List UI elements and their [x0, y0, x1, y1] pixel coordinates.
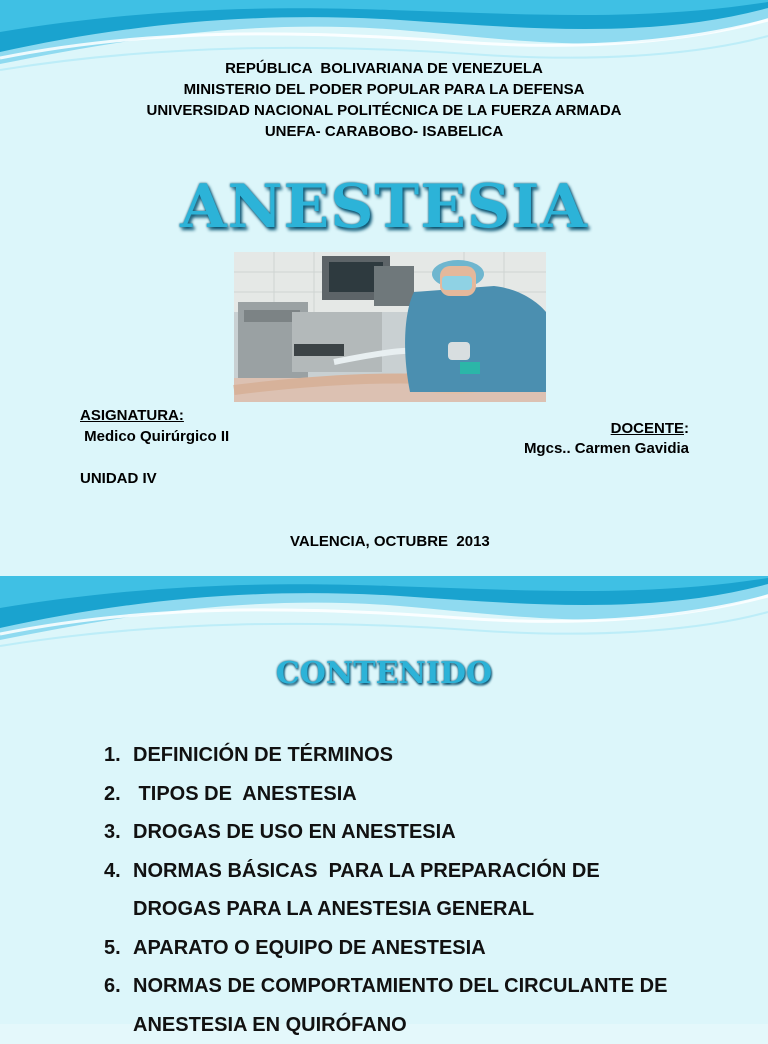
list-item [104, 813, 744, 852]
item-text: DEFINICIÓN DE TÉRMINOS [133, 744, 393, 766]
header-line: MINISTERIO DEL PODER POPULAR PARA LA DEFENSA [0, 79, 768, 100]
item-number: 4. [104, 852, 121, 891]
place-date: VALENCIA, OCTUBRE 2013 [290, 533, 490, 550]
list-item [104, 736, 744, 775]
item-text: APARATO O EQUIPO DE ANESTESIA [133, 937, 486, 959]
list-item [104, 929, 744, 968]
item-number: 3. [104, 813, 121, 852]
list-item [104, 890, 744, 929]
docente-label [611, 420, 689, 437]
list-item [104, 775, 744, 814]
anesthesia-photo [234, 252, 546, 402]
institution-header [0, 58, 768, 142]
main-title: ANESTESIA [0, 172, 768, 242]
item-text: DROGAS DE USO EN ANESTESIA [133, 821, 456, 843]
item-text: NORMAS DE COMPORTAMIENTO DEL CIRCULANTE DE [133, 975, 667, 997]
item-number: 1. [104, 736, 121, 775]
docente-label-text: DOCENTE [611, 420, 684, 437]
list-item [104, 852, 744, 891]
header-line: UNEFA- CARABOBO- ISABELICA [0, 121, 768, 142]
docente-value: Mgcs.. Carmen Gavidia [524, 440, 689, 457]
item-number: 6. [104, 967, 121, 1006]
item-text: TIPOS DE ANESTESIA [133, 783, 357, 805]
header-line: UNIVERSIDAD NACIONAL POLITÉCNICA DE LA FUERZA ARMADA [0, 100, 768, 121]
asignatura-value: Medico Quirúrgico II [80, 428, 229, 445]
contents-title: CONTENIDO [0, 656, 768, 691]
list-item [104, 1006, 744, 1044]
contents-list [104, 736, 744, 1044]
item-text: DROGAS PARA LA ANESTESIA GENERAL [133, 898, 534, 920]
list-item [104, 967, 744, 1006]
item-text: NORMAS BÁSICAS PARA LA PREPARACIÓN DE [133, 860, 600, 882]
asignatura-label: ASIGNATURA: [80, 407, 184, 424]
item-number: 5. [104, 929, 121, 968]
unidad-label: UNIDAD IV [80, 470, 157, 487]
contents-slide [0, 576, 768, 1024]
docente-colon: : [684, 420, 689, 437]
item-text: ANESTESIA EN QUIRÓFANO [133, 1014, 407, 1036]
item-number: 2. [104, 775, 121, 814]
header-line: REPÚBLICA BOLIVARIANA DE VENEZUELA [0, 58, 768, 79]
